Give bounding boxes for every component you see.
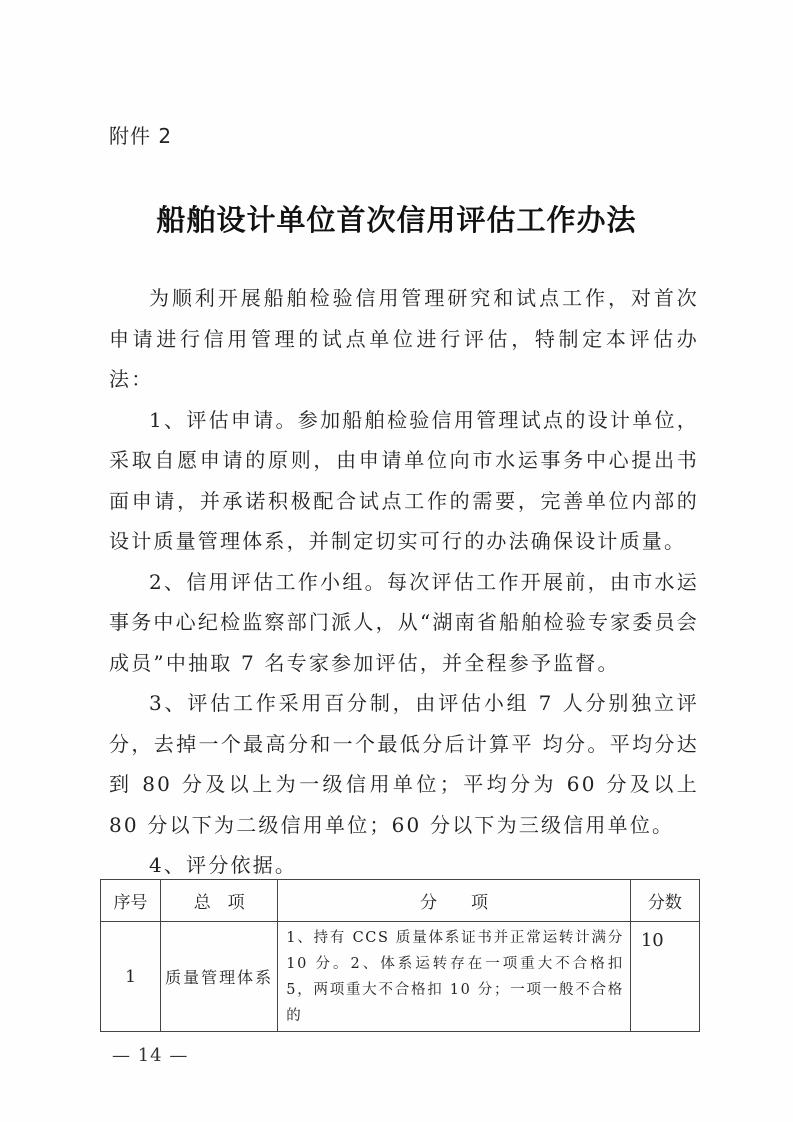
scoring-table bbox=[100, 879, 700, 1032]
section-3-scoring-method: 3、评估工作采用百分制，由评估小组 7 人分别独立评分，去掉一个最高分和一个最低分后计算平 均分。平均分达到 80 分及以上为一级信用单位；平均分为 60 分及以上 80 分以下为二级信用单位；60 分以下为三级信用单位。 bbox=[109, 691, 699, 837]
cell-main-item: 质量管理体系 bbox=[161, 922, 278, 1032]
document-body bbox=[109, 278, 699, 886]
cell-sub-item: 1、持有 CCS 质量体系证书并正常运转计满分 10 分。2、体系运转存在一项重大不合格扣 5，两项重大不合格扣 10 分；一项一般不合格的 bbox=[278, 922, 631, 1032]
intro-paragraph: 为顺利开展船舶检验信用管理研究和试点工作，对首次申请进行信用管理的试点单位进行评估，特制定本评估办法： bbox=[109, 286, 699, 391]
attachment-label: 附件 2 bbox=[109, 124, 173, 148]
header-sub-item: 分 项 bbox=[278, 880, 631, 922]
header-score: 分数 bbox=[630, 880, 699, 922]
table-row bbox=[101, 922, 700, 1032]
section-1-application: 1、评估申请。参加船舶检验信用管理试点的设计单位，采取自愿申请的原则，由申请单位向市水运事务中心提出书面申请，并承诺积极配合试点工作的需要，完善单位内部的设计质量管理体系，并制定切实可行的办法确保设计质量。 bbox=[109, 407, 699, 553]
header-main-item: 总 项 bbox=[161, 880, 278, 922]
header-no: 序号 bbox=[101, 880, 161, 922]
section-4-scoring-basis: 4、评分依据。 bbox=[149, 853, 298, 877]
cell-no: 1 bbox=[101, 922, 161, 1032]
document-title: 船舶设计单位首次信用评估工作办法 bbox=[156, 203, 637, 237]
table-header-row bbox=[101, 880, 700, 922]
section-2-working-group: 2、信用评估工作小组。每次评估工作开展前，由市水运事务中心纪检监察部门派人，从“湖南省船舶检验专家委员会成员”中抽取 7 名专家参加评估，并全程参予监督。 bbox=[109, 569, 699, 675]
cell-score: 10 bbox=[630, 922, 699, 1032]
page-number: — 14 — bbox=[112, 1045, 189, 1066]
